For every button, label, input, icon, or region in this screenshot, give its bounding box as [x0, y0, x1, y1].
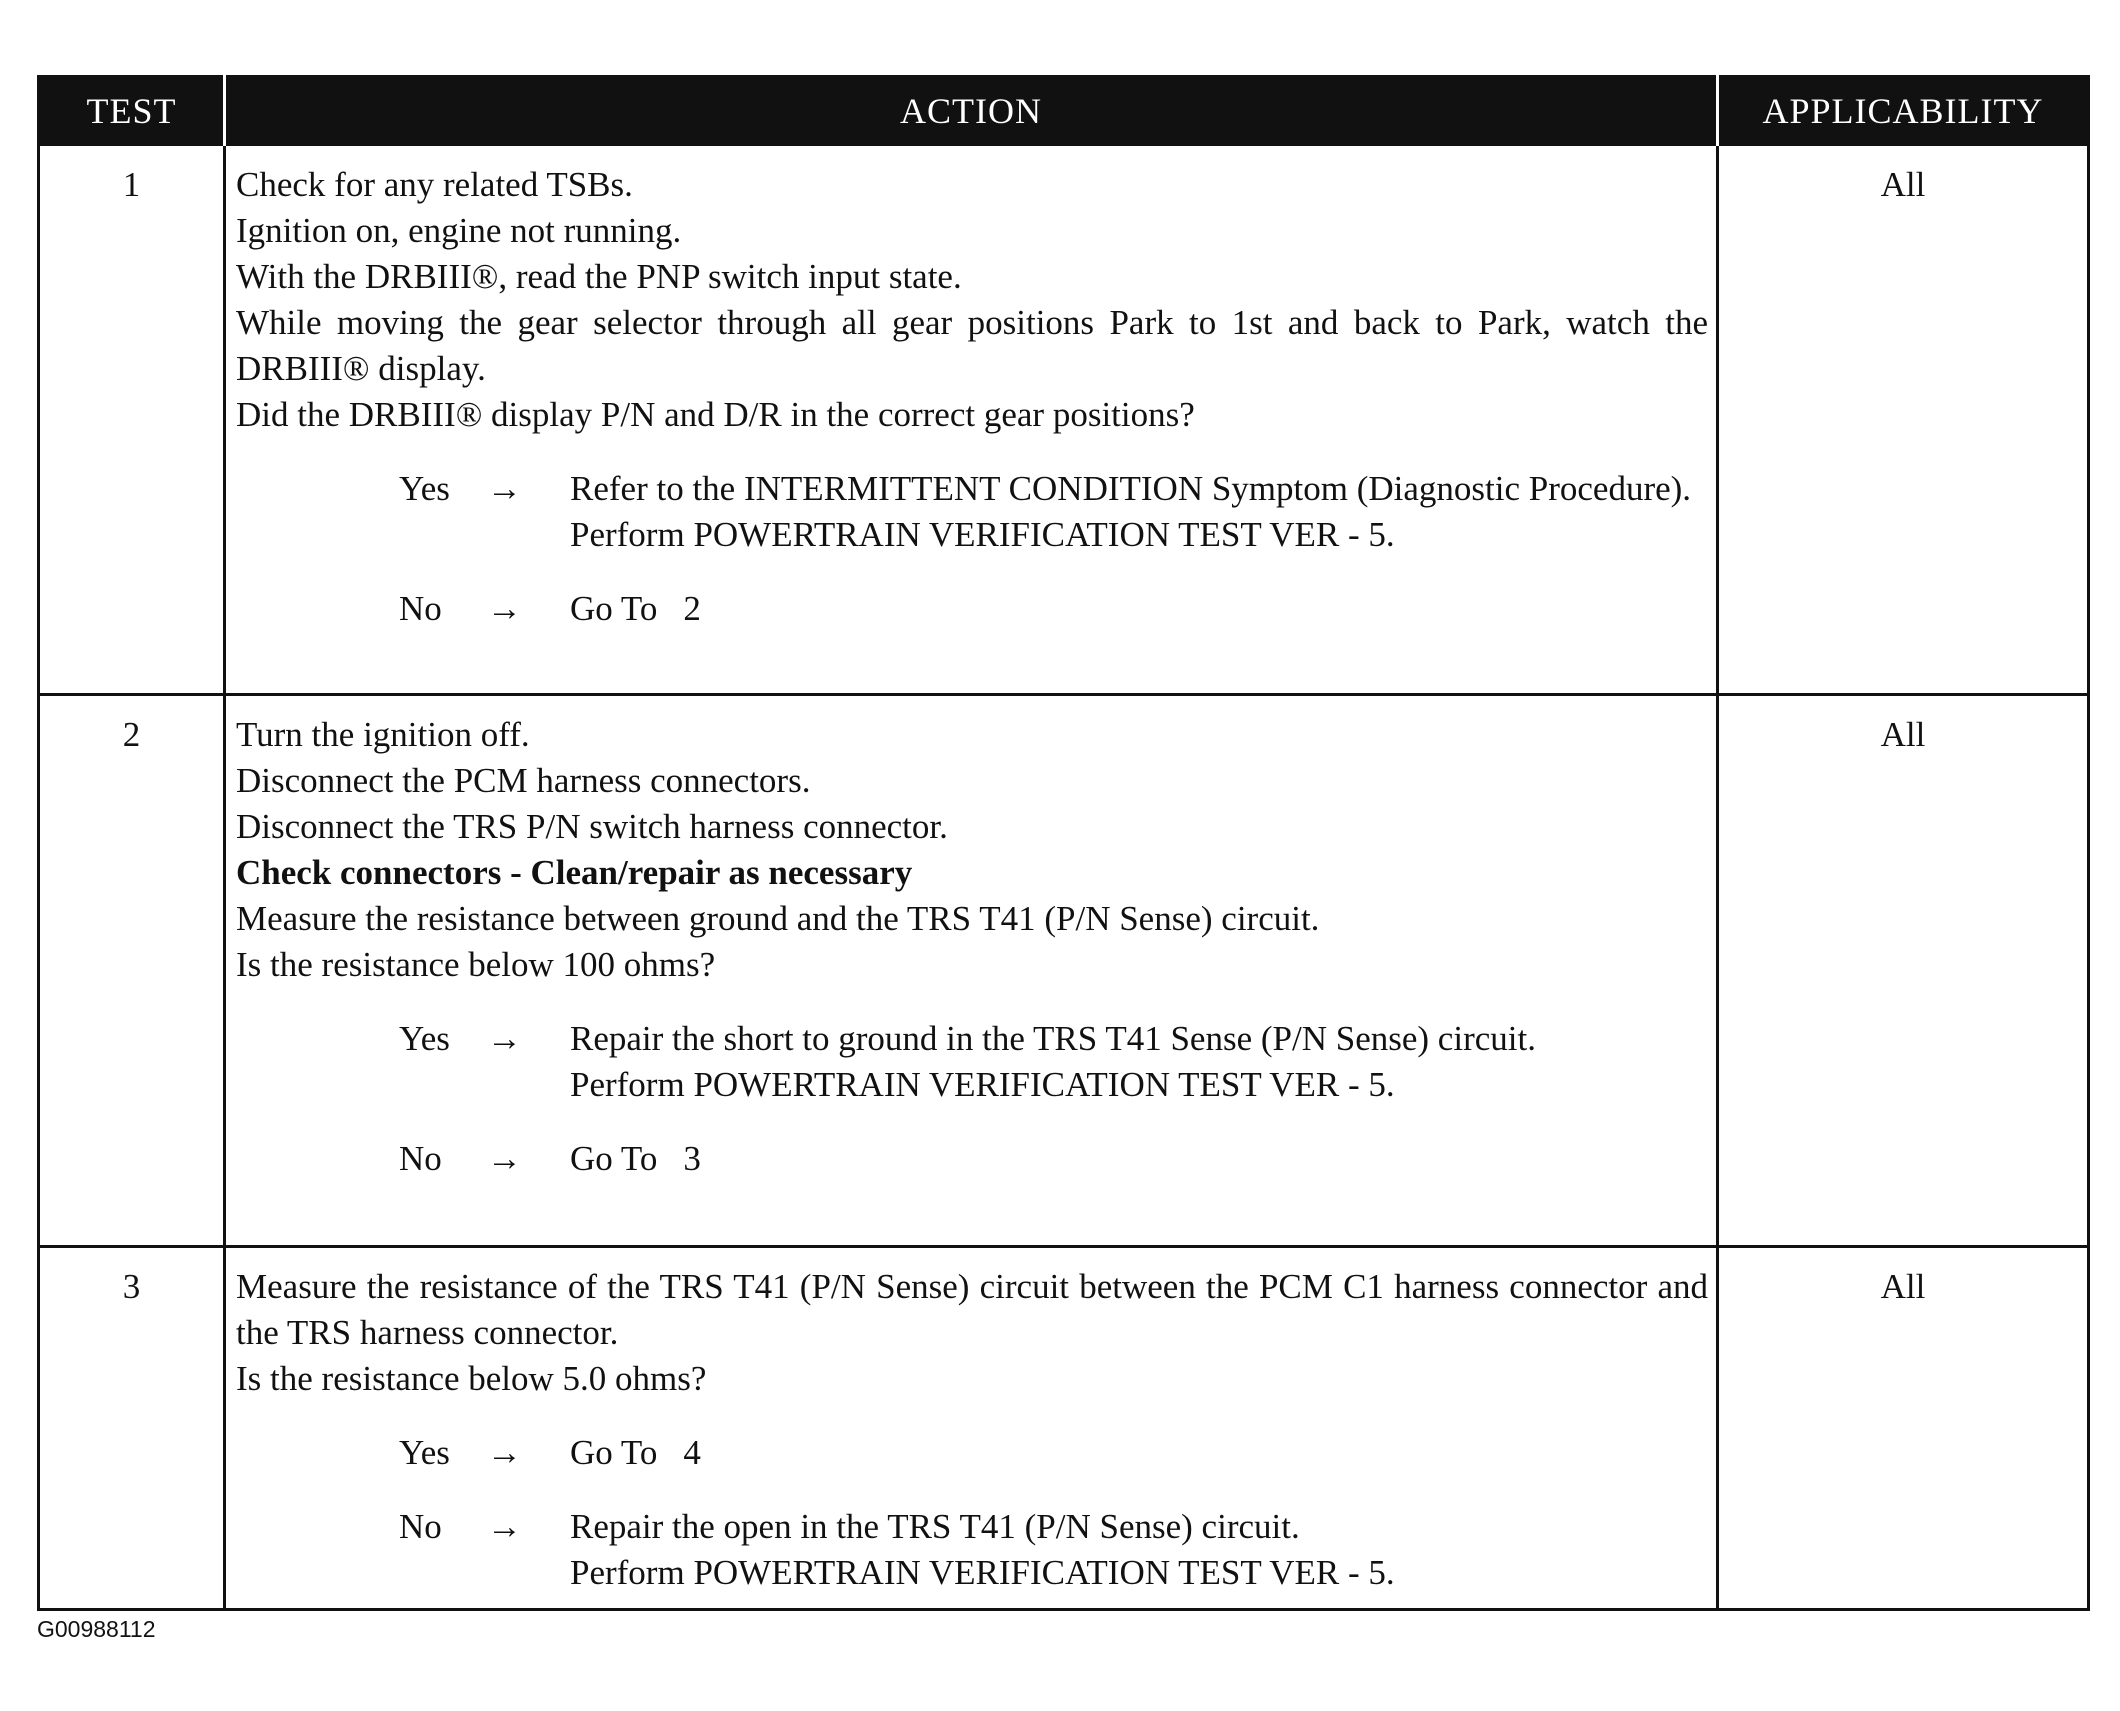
yes-answer [236, 1430, 1708, 1476]
action-step: While moving the gear selector through all gear positions Park to 1st and back to Park, watch the DRBIII® display. [236, 303, 1708, 388]
goto-text: Go To [570, 1139, 658, 1178]
no-label: No [399, 589, 442, 628]
no-answer [236, 586, 1708, 632]
table-header [39, 77, 2089, 145]
right-arrow-icon: → [487, 1507, 522, 1546]
test-number: 3 [39, 1247, 225, 1610]
action-step: Is the resistance below 100 ohms? [236, 945, 716, 984]
yes-answer [236, 466, 1708, 558]
action-step: Disconnect the TRS P/N switch harness connector. [236, 807, 948, 846]
right-arrow-icon: → [487, 469, 522, 508]
yes-label: Yes [399, 1019, 450, 1058]
goto-text: Go To [570, 1433, 658, 1472]
column-header-applicability: APPLICABILITY [1718, 77, 2089, 145]
goto-text: Go To [570, 589, 658, 628]
action-step: Measure the resistance of the TRS T41 (P/N Sense) circuit between the PCM C1 harness connector and the TRS harness connector. [236, 1267, 1708, 1352]
diagnostic-test-table [37, 75, 2090, 1611]
action-step-emphasis: Check connectors - Clean/repair as necessary [236, 853, 913, 892]
yes-answer [236, 1016, 1708, 1108]
right-arrow-icon: → [487, 1433, 522, 1472]
table-row [39, 695, 2089, 1247]
action-step: Did the DRBIII® display P/N and D/R in the correct gear positions? [236, 395, 1195, 434]
answer-text: Perform POWERTRAIN VERIFICATION TEST VER - 5. [570, 1065, 1395, 1104]
answer-block [236, 1016, 1708, 1182]
no-answer [236, 1504, 1708, 1596]
answer-block [236, 466, 1708, 632]
column-header-test: TEST [39, 77, 225, 145]
action-step: Measure the resistance between ground and the TRS T41 (P/N Sense) circuit. [236, 899, 1320, 938]
action-step: With the DRBIII®, read the PNP switch input state. [236, 257, 962, 296]
answer-text: Refer to the INTERMITTENT CONDITION Symptom (Diagnostic Procedure). [570, 469, 1692, 508]
answer-text: Repair the short to ground in the TRS T41 Sense (P/N Sense) circuit. [570, 1019, 1536, 1058]
action-cell [225, 695, 1718, 1247]
yes-label: Yes [399, 469, 450, 508]
answer-block [236, 1430, 1708, 1596]
action-cell [225, 1247, 1718, 1610]
applicability-value: All [1718, 695, 2089, 1247]
goto-number: 2 [683, 589, 701, 628]
column-header-action: ACTION [225, 77, 1718, 145]
action-step: Turn the ignition off. [236, 715, 530, 754]
answer-text: Repair the open in the TRS T41 (P/N Sense) circuit. [570, 1507, 1300, 1546]
answer-text: Perform POWERTRAIN VERIFICATION TEST VER - 5. [570, 1553, 1395, 1592]
action-step: Is the resistance below 5.0 ohms? [236, 1359, 707, 1398]
test-number: 1 [39, 145, 225, 695]
no-answer [236, 1136, 1708, 1182]
goto-number: 3 [683, 1139, 701, 1178]
table-row [39, 145, 2089, 695]
action-step: Ignition on, engine not running. [236, 211, 682, 250]
action-cell [225, 145, 1718, 695]
applicability-value: All [1718, 1247, 2089, 1610]
right-arrow-icon: → [487, 589, 522, 628]
no-label: No [399, 1507, 442, 1546]
test-number: 2 [39, 695, 225, 1247]
applicability-value: All [1718, 145, 2089, 695]
figure-code: G00988112 [37, 1616, 156, 1642]
yes-label: Yes [399, 1433, 450, 1472]
right-arrow-icon: → [487, 1019, 522, 1058]
table-row [39, 1247, 2089, 1610]
action-step: Disconnect the PCM harness connectors. [236, 761, 811, 800]
goto-number: 4 [683, 1433, 701, 1472]
answer-text: Perform POWERTRAIN VERIFICATION TEST VER - 5. [570, 515, 1395, 554]
right-arrow-icon: → [487, 1139, 522, 1178]
action-step: Check for any related TSBs. [236, 165, 633, 204]
no-label: No [399, 1139, 442, 1178]
